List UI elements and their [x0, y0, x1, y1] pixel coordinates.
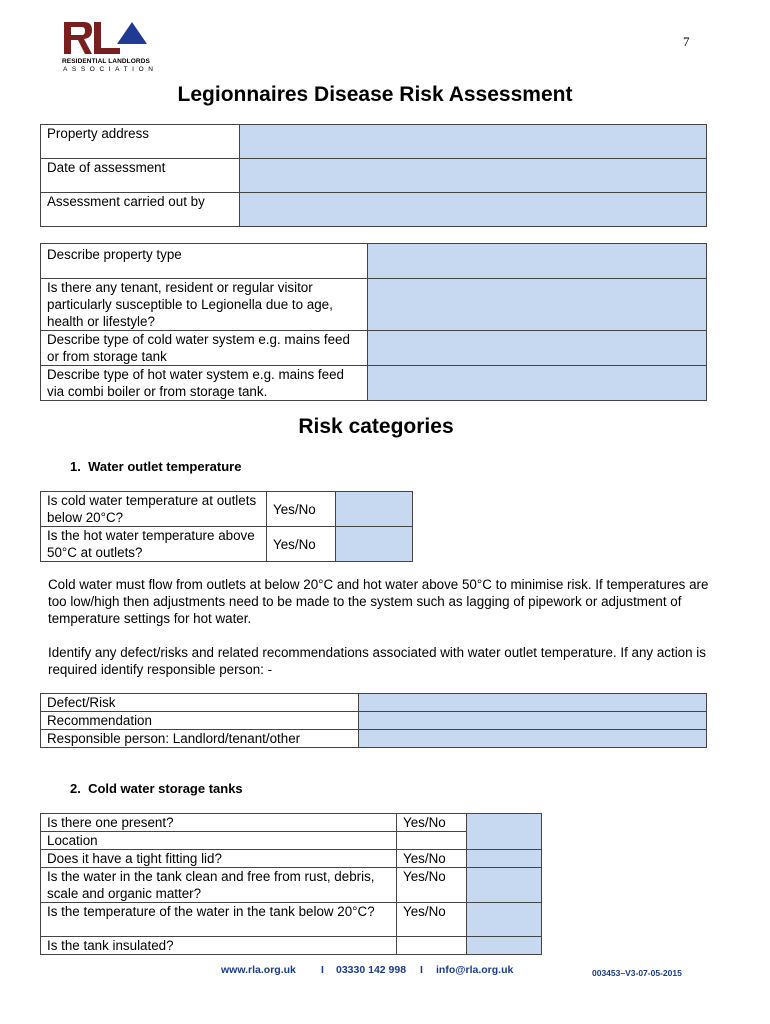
- tank-temperature-field[interactable]: [467, 903, 542, 937]
- footer-email[interactable]: info@rla.org.uk: [436, 964, 514, 976]
- tank-clean-answer: Yes/No: [397, 868, 467, 903]
- logo-letter-l: [94, 22, 120, 54]
- defect-risk-field[interactable]: [359, 694, 707, 712]
- defect-table: [40, 693, 707, 748]
- tank-present-field[interactable]: [467, 814, 542, 850]
- hot-water-system-label: Describe type of hot water system e.g. mains feed via combi boiler or from storage tank.: [41, 366, 368, 401]
- defect-risk-label: Defect/Risk: [41, 694, 359, 712]
- tank-location-question: Location: [41, 832, 397, 850]
- document-reference: 003453–V3-07-05-2015: [592, 968, 682, 978]
- hot-temp-question: Is the hot water temperature above 50°C at outlets?: [41, 527, 267, 562]
- tank-lid-answer: Yes/No: [397, 850, 467, 868]
- cold-temp-field[interactable]: [336, 492, 413, 527]
- responsible-person-label: Responsible person: Landlord/tenant/other: [41, 730, 359, 748]
- logo-text-line2: ASSOCIATION: [63, 66, 158, 73]
- hot-temp-field[interactable]: [336, 527, 413, 562]
- page-number: 7: [683, 34, 690, 49]
- section1-heading: 1. Water outlet temperature: [70, 459, 242, 474]
- footer-separator-2: I: [420, 964, 423, 976]
- logo-letter-r: [64, 22, 92, 54]
- tank-present-question: Is there one present?: [41, 814, 397, 832]
- water-temperature-table: [40, 491, 413, 562]
- assessor-label: Assessment carried out by: [41, 193, 240, 227]
- tank-lid-question: Does it have a tight fitting lid?: [41, 850, 397, 868]
- tank-lid-field[interactable]: [467, 850, 542, 868]
- date-of-assessment-label: Date of assessment: [41, 159, 240, 193]
- storage-tanks-table: [40, 813, 542, 955]
- tank-insulated-question: Is the tank insulated?: [41, 937, 397, 955]
- date-of-assessment-field[interactable]: [240, 159, 707, 193]
- susceptible-occupant-field[interactable]: [368, 279, 707, 331]
- footer-website[interactable]: www.rla.org.uk: [221, 964, 296, 976]
- hot-water-system-field[interactable]: [368, 366, 707, 401]
- recommendation-label: Recommendation: [41, 712, 359, 730]
- property-type-label: Describe property type: [41, 244, 368, 279]
- property-type-field[interactable]: [368, 244, 707, 279]
- tank-temperature-question: Is the temperature of the water in the tank below 20°C?: [41, 903, 397, 937]
- temperature-guidance-text: Cold water must flow from outlets at below 20°C and hot water above 50°C to minimise risk. If temperatures are too low/high then adjustments need to be made to the system such as lagging of pipework or adjustment of temperature settings for hot water.: [48, 577, 709, 626]
- logo-text-line1: RESIDENTIAL LANDLORDS: [62, 58, 150, 65]
- assessor-field[interactable]: [240, 193, 707, 227]
- property-address-field[interactable]: [240, 125, 707, 159]
- tank-present-answer: Yes/No: [397, 814, 467, 832]
- property-details-table: [40, 243, 707, 401]
- section2-heading: 2. Cold water storage tanks: [70, 781, 243, 796]
- responsible-person-field[interactable]: [359, 730, 707, 748]
- footer-phone: 03330 142 998: [336, 964, 407, 976]
- cold-temp-question: Is cold water temperature at outlets below 20°C?: [41, 492, 267, 527]
- cold-temp-answer: Yes/No: [267, 492, 336, 527]
- tank-clean-question: Is the water in the tank clean and free from rust, debris, scale and organic matter?: [41, 868, 397, 903]
- cold-water-system-field[interactable]: [368, 331, 707, 366]
- tank-clean-field[interactable]: [467, 868, 542, 903]
- tank-insulated-field[interactable]: [467, 937, 542, 955]
- tank-location-answer: [397, 832, 467, 850]
- cold-water-system-label: Describe type of cold water system e.g. mains feed or from storage tank: [41, 331, 368, 366]
- risk-categories-heading: Risk categories: [298, 415, 454, 438]
- tank-temperature-answer: Yes/No: [397, 903, 467, 937]
- susceptible-occupant-label: Is there any tenant, resident or regular visitor particularly susceptible to Legionella due to age, health or lifestyle?: [41, 279, 368, 331]
- hot-temp-answer: Yes/No: [267, 527, 336, 562]
- defect-instructions-text: Identify any defect/risks and related recommendations associated with water outlet temperature. If any action is required identify responsible person: -: [48, 645, 706, 677]
- recommendation-field[interactable]: [359, 712, 707, 730]
- logo-triangle: [117, 22, 147, 44]
- tank-insulated-answer: [397, 937, 467, 955]
- property-address-label: Property address: [41, 125, 240, 159]
- property-table: [40, 124, 707, 227]
- page-title: Legionnaires Disease Risk Assessment: [177, 83, 573, 106]
- footer-separator-1: I: [321, 964, 324, 976]
